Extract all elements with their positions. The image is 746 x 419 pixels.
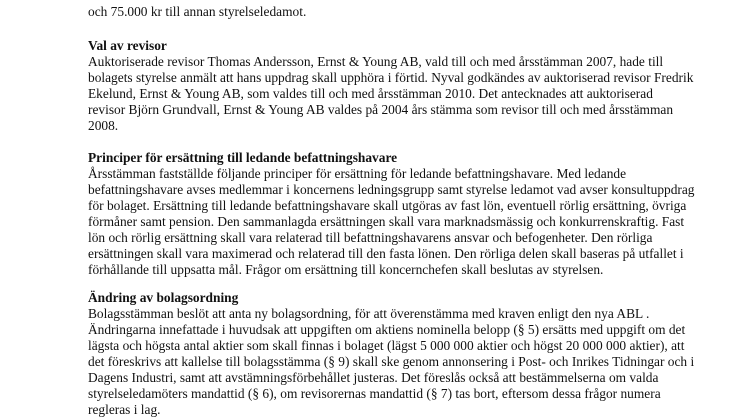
- body-line: bolagets styrelse anmält att hans uppdrag skall upphöra i förtid. Nyval godkändes av auktoriserad revisor Fredrik: [88, 70, 694, 85]
- body-line: befattningshavare avses medlemmar i koncernens ledningsgrupp samt styrelse ledamot vad avser konsultuppdrag: [88, 182, 695, 197]
- body-line: och 75.000 kr till annan styrelseledamot.: [88, 4, 307, 19]
- body-line: 2008.: [88, 118, 119, 133]
- body-line: Dagens Industri, samt att avstämningsförbehållet justeras. Det föreslås också att bestämmelserna om valda: [88, 370, 659, 385]
- body-line: lön och rörlig ersättning skall vara relaterad till befattningshavarens ansvar och befogenheter. Den rörliga: [88, 230, 653, 245]
- body-line: för bolaget. Ersättning till ledande befattningshavare skall utgöras av fast lön, eventuell rörlig ersättning, övriga: [88, 198, 687, 213]
- section-val-av-revisor: [88, 38, 728, 134]
- body-line: Årsstämman fastställde följande principer för ersättning för ledande befattningshavare. Med ledande: [88, 166, 627, 181]
- section-heading: Principer för ersättning till ledande befattningshavare: [88, 150, 398, 165]
- body-line: förhållande till uppsatta mål. Frågor om ersättning till koncernchefen skall beslutas av styrelsen.: [88, 262, 604, 277]
- body-line: Ekelund, Ernst & Young AB, som valdes till och med årsstämman 2010. Det antecknades att auktoriserad: [88, 86, 653, 101]
- body-line: Bolagsstämman beslöt att anta ny bolagsordning, för att överenstämma med kraven enligt den nya ABL .: [88, 306, 650, 321]
- section-heading: Val av revisor: [88, 38, 167, 53]
- body-line: Ändringarna innefattade i huvudsak att uppgiften om aktiens nominella belopp (§ 5) ersätts med uppgift om det: [88, 322, 686, 337]
- section-principer-ersattning: [88, 150, 728, 278]
- body-line: regleras i lag.: [88, 402, 161, 417]
- section-heading: Ändring av bolagsordning: [88, 290, 239, 305]
- body-line: det föreskrivs att kallelse till bolagsstämma (§ 9) skall ske genom annonsering i Post- och Inrikes Tidningar och i: [88, 354, 695, 369]
- top-paragraph-fragment: [88, 4, 728, 20]
- section-andring-bolagsordning: [88, 290, 728, 418]
- body-line: revisor Björn Grundvall, Ernst & Young AB valdes på 2004 års stämma som revisor till och med årsstämman: [88, 102, 674, 117]
- body-line: förmåner samt pension. Den sammanlagda ersättningen skall vara marknadsmässig och konkurrenskraftig. Fast: [88, 214, 685, 229]
- body-line: lägsta och högsta antal aktier som skall finnas i bolaget (lägst 5 000 000 aktier och högst 20 000 000 aktier), att: [88, 338, 685, 353]
- body-line: styrelseledamöters mandattid (§ 6), om revisorernas mandattid (§ 7) tas bort, eftersom dessa frågor numera: [88, 386, 661, 401]
- body-line: ersättningen skall vara maximerad och relaterad till den fasta lönen. Den rörliga delen skall baseras på utfallet i: [88, 246, 684, 261]
- body-line: Auktoriserade revisor Thomas Andersson, Ernst & Young AB, vald till och med årsstämman 2007, hade till: [88, 54, 664, 69]
